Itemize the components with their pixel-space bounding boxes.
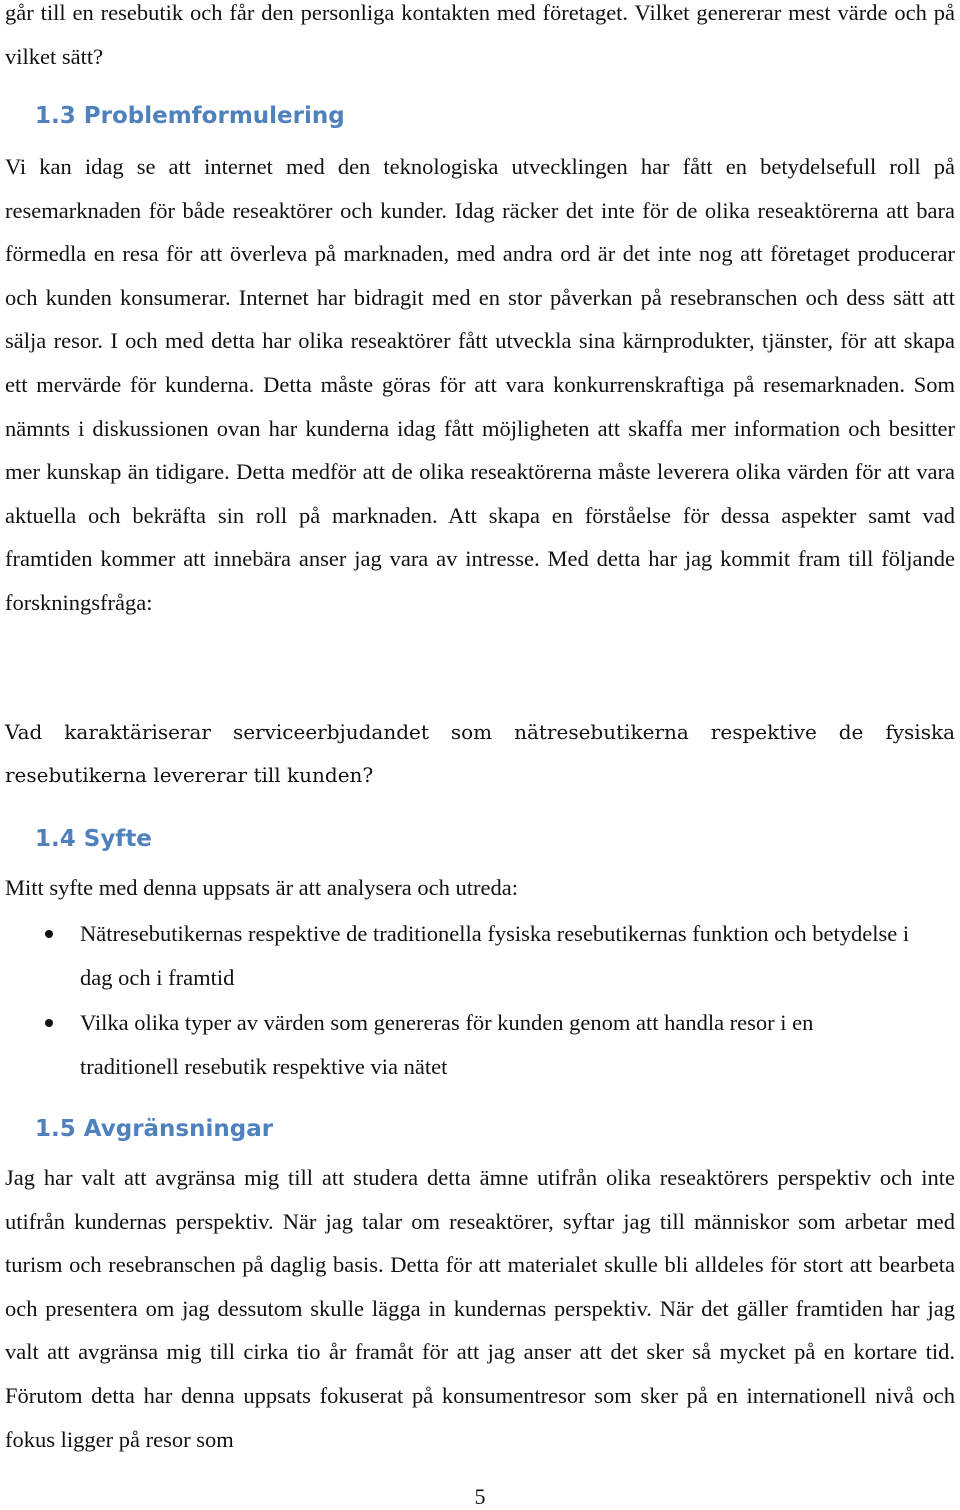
- purpose-bullet-list: [5, 912, 955, 1090]
- section-1-3-heading: 1.3 Problemformulering: [35, 103, 345, 129]
- document-page: [5, 0, 955, 1509]
- purpose-bullet-item: [5, 1001, 910, 1088]
- section-1-5-body-paragraph: Jag har valt att avgränsa mig till att studera detta ämne utifrån olika reseaktörers perspektiv och inte utifrån kundernas perspektiv. När jag talar om reseaktörer, syftar jag till människor som arbetar med turism och resebranschen på daglig basis. Detta för att materialet skulle bli alldeles för stort att bearbeta och presentera om jag dessutom skulle lägga in kundernas perspektiv. När det gäller framtiden har jag valt att avgränsa mig till cirka tio år framåt för att jag anser att det sker så mycket på en kortare tid. Förutom detta har denna uppsats fokuserat på konsumentresor som sker på en internationell nivå och fokus ligger på resor som: [5, 1165, 955, 1452]
- research-question: Vad karaktäriserar serviceerbjudandet som nätresebutikerna respektive de fysiska resebutikerna levererar till kunden?: [5, 720, 955, 787]
- section-1-4-heading: 1.4 Syfte: [35, 826, 152, 852]
- intro-continuation-paragraph: går till en resebutik och får den personliga kontakten med företaget. Vilket genererar mest värde och på vilket sätt?: [5, 0, 955, 69]
- bullet-dot-icon: [45, 1019, 53, 1027]
- purpose-bullet-text: Vilka olika typer av värden som genereras för kunden genom att handla resor i en traditionell resebutik respektive via nätet: [80, 1010, 814, 1079]
- section-1-4-intro: Mitt syfte med denna uppsats är att analysera och utreda:: [5, 875, 518, 900]
- purpose-bullet-text: Nätresebutikernas respektive de traditionella fysiska resebutikernas funktion och betydelse i dag och i framtid: [80, 921, 910, 990]
- purpose-bullet-item: [5, 912, 910, 999]
- page-number: 5: [474, 1484, 486, 1509]
- section-1-5-heading: 1.5 Avgränsningar: [35, 1116, 274, 1142]
- section-1-3-body-paragraph: Vi kan idag se att internet med den teknologiska utvecklingen har fått en betydelsefull roll på resemarknaden för både reseaktörer och kunder. Idag räcker det inte för de olika reseaktörerna att bara förmedla en resa för att överleva på marknaden, med andra ord är det inte nog att företaget producerar och kunden konsumerar. Internet har bidragit med en stor påverkan på resebranschen och dess sätt att sälja resor. I och med detta har olika reseaktörer fått utveckla sina kärnprodukter, tjänster, för att skapa ett mervärde för kunderna. Detta måste göras för att vara konkurrenskraftiga på resemarknaden. Som nämnts i diskussionen ovan har kunderna idag fått möjligheten att skaffa mer information och besitter mer kunskap än tidigare. Detta medför att de olika reseaktörerna måste leverera olika värden för att vara aktuella och bekräfta sin roll på marknaden. Att skapa en förståelse för dessa aspekter samt vad framtiden kommer att innebära anser jag vara av intresse. Med detta har jag kommit fram till följande forskningsfråga:: [5, 154, 955, 615]
- bullet-dot-icon: [45, 930, 53, 938]
